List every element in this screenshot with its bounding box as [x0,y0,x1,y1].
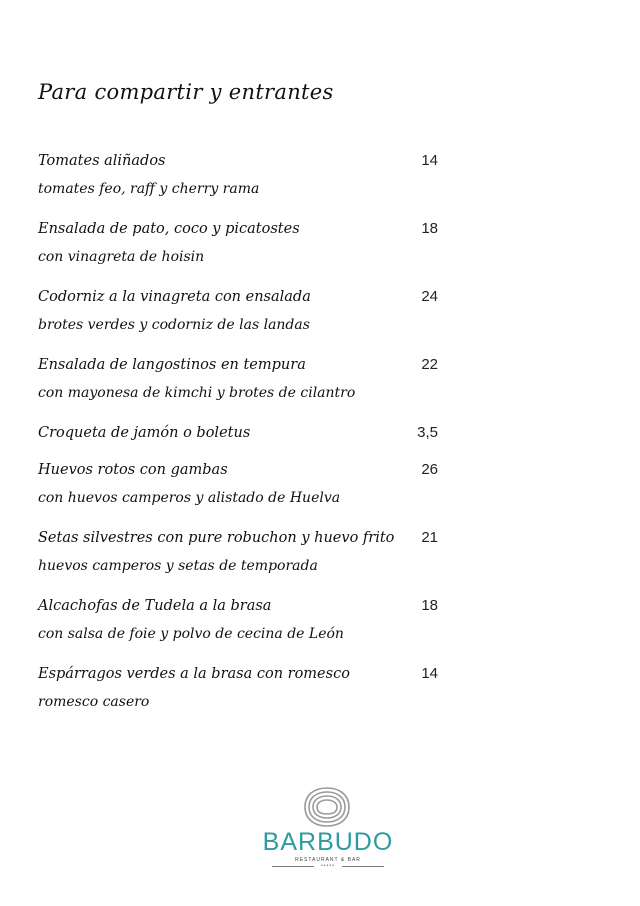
dish-description: con vinagreta de hoisin [38,249,205,265]
dish-price: 26 [421,461,438,478]
menu-item [38,459,448,527]
dish-name: Espárragos verdes a la brasa con romesco [38,666,350,682]
dish-description: romesco casero [38,694,150,710]
dish-description: huevos camperos y setas de temporada [38,558,318,574]
dish-description: brotes verdes y codorniz de las landas [38,317,310,333]
dish-price: 18 [421,220,438,237]
dish-name: Setas silvestres con pure robuchon y huevo frito [38,530,395,546]
section-title: Para compartir y entrantes [38,80,334,104]
menu-item [38,595,448,663]
dish-description: tomates feo, raff y cherry rama [38,181,260,197]
brand-logo [262,786,394,870]
dish-name: Ensalada de pato, coco y picatostes [38,221,300,237]
menu-item [38,150,448,218]
brand-name: BARBUDO [262,828,394,856]
logo-rule-left [272,866,314,867]
logo-dots: ••••• [321,864,335,869]
dish-description: con huevos camperos y alistado de Huelva [38,490,341,506]
dish-name: Huevos rotos con gambas [38,462,228,478]
menu-item [38,218,448,286]
brand-mark-icon [303,786,351,828]
dish-name: Alcachofas de Tudela a la brasa [38,598,272,614]
dish-price: 21 [421,529,438,546]
menu-item [38,527,448,595]
menu-item [38,354,448,422]
brand-subtitle: RESTAURANT & BAR [295,857,361,863]
dish-price: 22 [421,356,438,373]
dish-description: con salsa de foie y polvo de cecina de León [38,626,344,642]
dish-price: 3,5 [417,424,438,441]
menu-item [38,286,448,354]
dish-description: con mayonesa de kimchi y brotes de cilantro [38,385,356,401]
dish-name: Codorniz a la vinagreta con ensalada [38,289,311,305]
dish-price: 14 [421,152,438,169]
menu-list [38,150,448,731]
menu-item [38,663,448,731]
dish-price: 24 [421,288,438,305]
dish-price: 14 [421,665,438,682]
logo-rule-right [342,866,384,867]
dish-name: Ensalada de langostinos en tempura [38,357,306,373]
dish-name: Croqueta de jamón o boletus [38,425,251,441]
menu-item [38,422,448,459]
dish-name: Tomates aliñados [38,153,166,169]
dish-price: 18 [421,597,438,614]
